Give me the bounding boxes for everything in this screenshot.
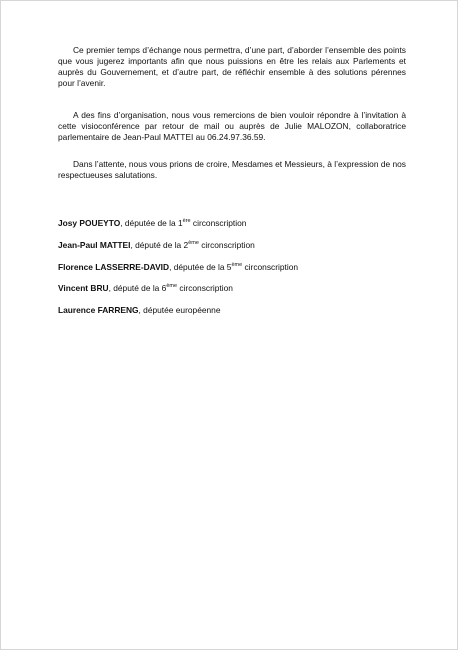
signatory-title-end: circonscription [177, 283, 233, 293]
signatory-line [58, 240, 255, 251]
signatory-title: , députée de la 5 [169, 262, 232, 272]
signatory-title: , députée de la 1 [120, 218, 183, 228]
signatory-line [58, 218, 246, 229]
signatory-ordinal: ème [231, 262, 243, 269]
signatory-title-end: circonscription [198, 240, 255, 250]
signatory-line [58, 283, 233, 294]
signatory-name: Laurence FARRENG [58, 305, 139, 315]
signatory-line [58, 305, 220, 316]
signatory-title-end: circonscription [242, 262, 299, 272]
signatory-name: Josy POUEYTO [58, 218, 121, 228]
signatory-name: Florence LASSERRE-DAVID [58, 262, 170, 272]
paragraph-closing: Dans l’attente, nous vous prions de croire, Mesdames et Messieurs, à l’expression de nos respectueuses salutations. [58, 159, 406, 180]
signatory-title: , député de la 6 [108, 283, 167, 293]
signatory-name: Jean-Paul MATTEI [58, 240, 131, 250]
signatory-line [58, 262, 298, 273]
paragraph-organisation: A des fins d’organisation, nous vous remercions de bien vouloir répondre à l’invitation à cette visioconférence par retour de mail ou auprès de Julie MALOZON, collaboratrice parlementaire de Jean-Paul MATTEI au 06.24.97.36.59. [58, 110, 406, 142]
signatory-ordinal: ère [182, 218, 191, 225]
signatory-name: Vincent BRU [58, 283, 109, 293]
paragraph-first-exchange: Ce premier temps d’échange nous permettra, d’une part, d’aborder l’ensemble des points que vous jugerez importants afin que nous puissions en être les relais aux Parlements et auprès du Gouvernement, et d’autre part, de réfléchir ensemble à des solutions pérennes pour l’avenir. [58, 45, 406, 88]
signatory-title-end: circonscription [190, 218, 247, 228]
signatory-ordinal: ème [166, 283, 178, 290]
signatory-ordinal: ème [188, 240, 199, 247]
signatory-title: , députée européenne [138, 305, 221, 315]
signatory-title: , député de la 2 [130, 240, 189, 250]
